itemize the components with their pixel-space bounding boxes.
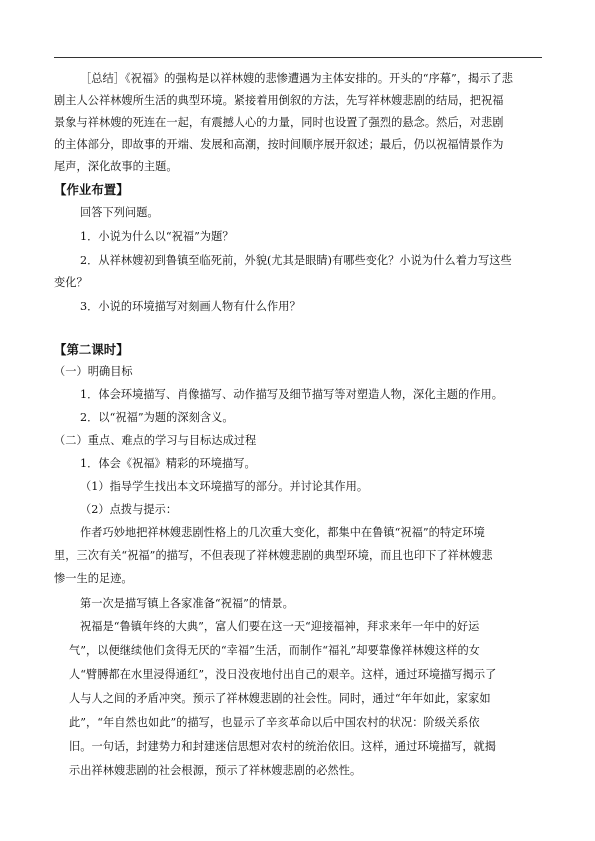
para1-line-2: 里，三次有关“祝福”的描写，不但表现了祥林嫂悲剧的典型环境，而且也印下了祥林嫂悲	[54, 549, 493, 562]
lesson2-heading: 【第二课时】	[54, 342, 129, 357]
section2-title: （二）重点、难点的学习与目标达成过程	[54, 434, 257, 447]
section2-item-1: 1．体会《祝福》精彩的环境描写。	[80, 457, 256, 470]
homework-heading: 【作业布置】	[54, 182, 129, 197]
homework-question-2: 2．从祥林嫂初到鲁镇至临死前，外貌(尤其是眼睛)有哪些变化？小说为什么着力写这些	[80, 254, 512, 267]
para3-line-4: 人与人之间的矛盾冲突。预示了祥林嫂悲剧的社会性。同时，通过“年年如此，家家如	[69, 692, 491, 705]
para3-line-1: 祝福是“鲁镇年终的大典”，富人们要在这一天“迎接福神，拜求来年一年中的好运	[80, 620, 480, 633]
header-rule	[54, 57, 542, 58]
para1-line-3: 惨一生的足迹。	[54, 572, 133, 585]
section1-item-2: 2．以“祝福”为题的深刻含义。	[80, 411, 234, 424]
para3-line-2: 气”，以便继续他们贪得无厌的“幸福”生活，而制作“福礼”却要靠像祥林嫂这样的女	[69, 644, 480, 657]
para3-line-5: 此”，“年自然也如此”的描写，也显示了辛亥革命以后中国农村的状况：阶级关系依	[69, 716, 480, 729]
section2-sub-1: （1）指导学生找出本文环境描写的部分。并讨论其作用。	[80, 480, 369, 493]
para3-line-3: 人“臂膊都在水里浸得通红”，没日没夜地付出自己的艰辛。这样，通过环境描写揭示了	[69, 668, 497, 681]
homework-question-2-cont: 变化？	[54, 276, 88, 289]
homework-intro: 回答下列问题。	[80, 206, 159, 219]
para1-line-1: 作者巧妙地把祥林嫂悲剧性格上的几次重大变化，都集中在鲁镇“祝福”的特定环境	[80, 526, 485, 539]
summary-line-2: 剧主人公祥林嫂所生活的典型环境。紧接着用倒叙的方法，先写祥林嫂悲剧的结局，把祝福	[54, 94, 504, 107]
para3-line-6: 旧。一句话，封建势力和封建迷信思想对农村的统治依旧。这样，通过环境描写，就揭	[69, 740, 497, 753]
summary-line-5: 尾声，深化故事的主题。	[54, 160, 178, 173]
summary-line-4: 的主体部分，即故事的开端、发展和高潮，按时间顺序展开叙述；最后，仍以祝福情景作为	[54, 138, 504, 151]
section1-title: （一）明确目标	[54, 365, 133, 378]
summary-line-3: 景象与祥林嫂的死连在一起，有震撼人心的力量，同时也设置了强烈的悬念。然后，对悲剧	[54, 116, 504, 129]
para2-title: 第一次是描写镇上各家准备“祝福”的情景。	[80, 597, 294, 610]
section2-sub-2: （2）点拨与提示：	[80, 503, 178, 516]
para3-line-7: 示出祥林嫂悲剧的社会根源，预示了祥林嫂悲剧的必然性。	[69, 764, 362, 777]
homework-question-3: 3．小说的环境描写对刻画人物有什么作用？	[80, 300, 301, 313]
summary-line-1: ［总结］《祝福》的强构是以祥林嫂的悲惨遭遇为主体安排的。开头的“序幕”，揭示了悲	[80, 72, 513, 85]
homework-question-1: 1．小说为什么以“祝福”为题？	[80, 230, 234, 243]
section1-item-1: 1．体会环境描写、肖像描写、动作描写及细节描写等对塑造人物，深化主题的作用。	[80, 388, 503, 401]
